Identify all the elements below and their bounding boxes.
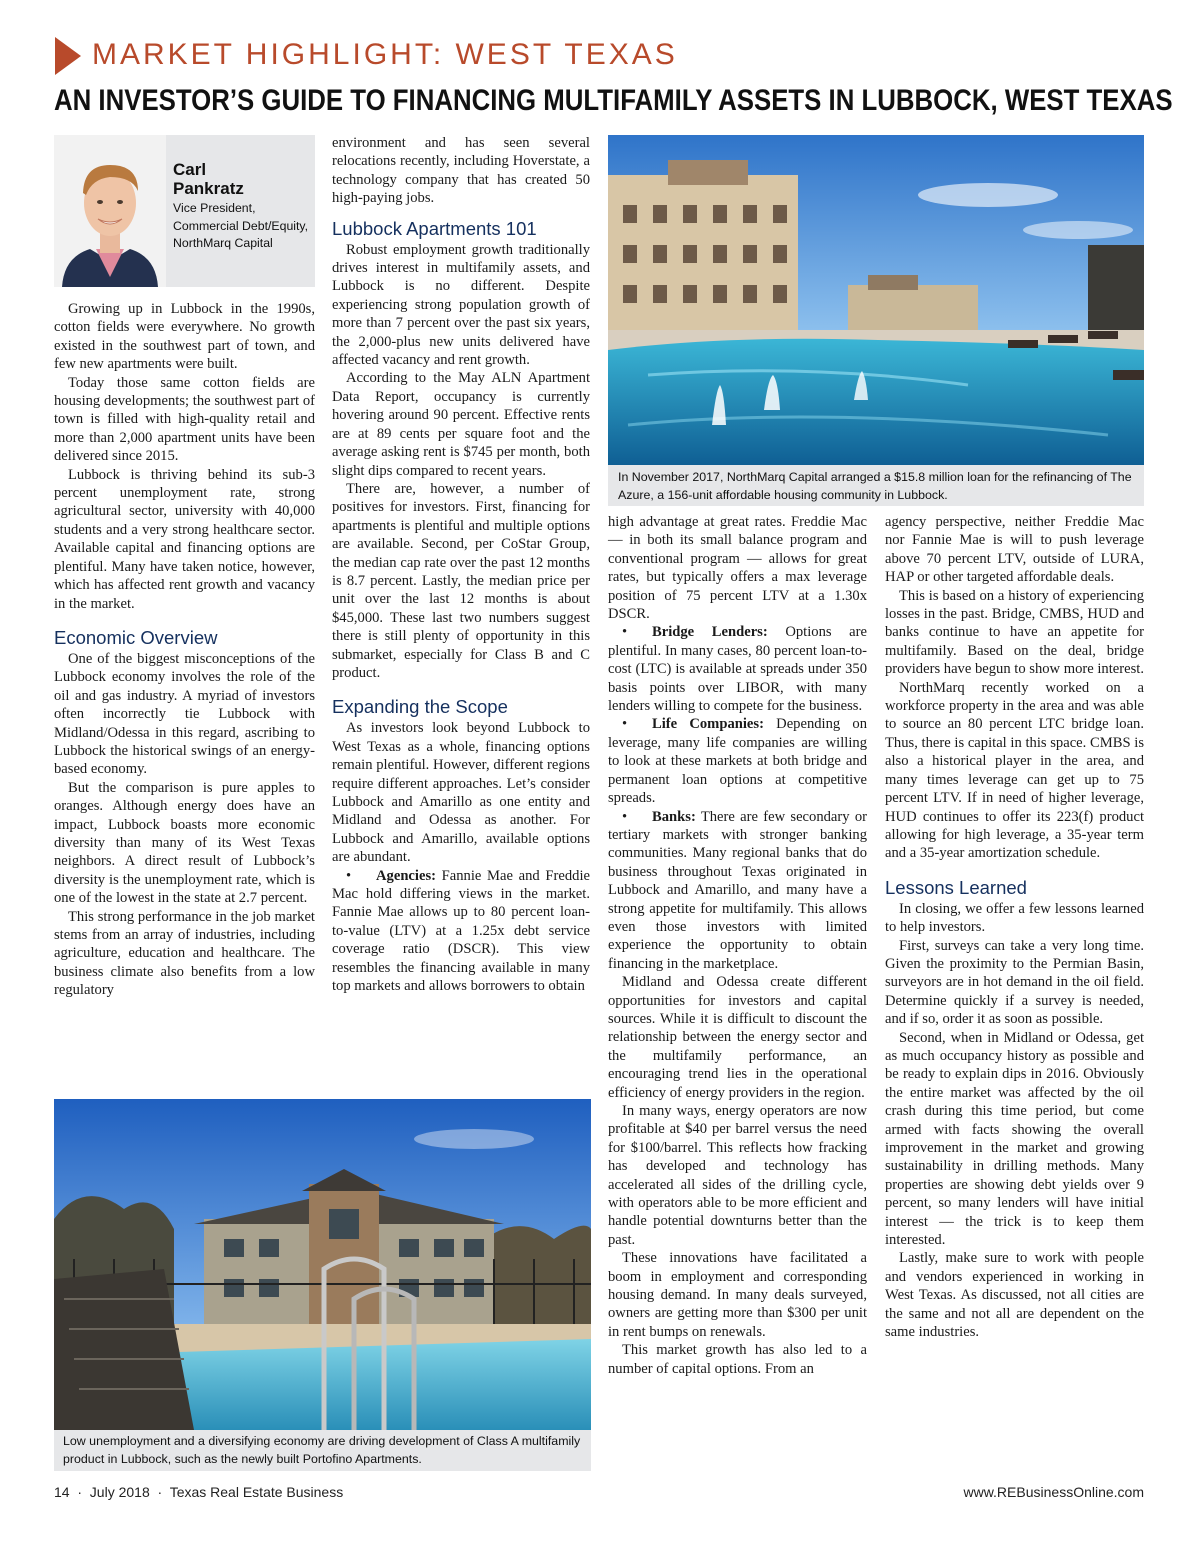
body-paragraph: There are, however, a number of positives for investors. First, financing for apartments is plentiful and multiple options are available. Second, per CoStar Group, the median cap rate over the past 12 months is 8.7 percent. Lastly, the median price per unit over the last 12 months is about $45,000. These last two numbers suggest there is still plenty of opportunity in this submarket, especially for Class B and C product.: [332, 480, 590, 681]
subhead-economic-overview: Economic Overview: [54, 626, 218, 648]
subhead-expanding-the-scope: Expanding the Scope: [332, 696, 508, 718]
bullet-text: Depending on leverage, many life companies are willing to look at these markets at both bridge and permanent loan options at competitive spreads.: [608, 716, 867, 807]
footer-website-link[interactable]: www.REBusinessOnline.com: [963, 1484, 1144, 1500]
column-4: [885, 513, 1144, 1341]
body-paragraph: Lubbock is thriving behind its sub-3 percent unemployment rate, strong agricultural sector, university with 40,000 students and a very strong healthcare sector. Available capital and financing options are plentiful. Many have taken notice, however, which has affected rent growth and vacancy in the market.: [54, 466, 315, 612]
body-paragraph: Robust employment growth traditionally drives interest in multifamily assets, and Lubbock is no different. Despite experiencing strong population growth of more than 7 percent over the past six years, the 2,000-plus new units delivered have affected vacancy and rent growth.: [332, 241, 590, 369]
kicker-arrow-icon: [55, 37, 81, 75]
column-1: [54, 300, 315, 1000]
section-kicker: MARKET HIGHLIGHT: WEST TEXAS: [92, 38, 678, 71]
bullet-label: Life Companies:: [652, 716, 764, 733]
body-paragraph: Growing up in Lubbock in the 1990s, cotton fields were everywhere. No growth existed in the southwest part of town, and few new apartments were built.: [54, 301, 315, 373]
apartments-photo: [54, 1099, 591, 1430]
author-name: [173, 160, 244, 198]
body-paragraph: In closing, we offer a few lessons learned to help investors.: [885, 900, 1144, 936]
bullet-icon: •: [622, 624, 628, 641]
body-paragraph: Today those same cotton fields are housing developments; the southwest part of town is filled with high-quality retail and more than 2,000 apartment units have been delivered since 2015.: [54, 374, 315, 465]
bullet-text: Options are plentiful. In many cases, 80 percent loan-to-cost (LTC) is available at spreads under 350 basis points over LIBOR, with many lenders willing to compete for the business.: [608, 624, 867, 715]
author-last-name: Pankratz: [173, 179, 244, 198]
footer-page-info: 14 · July 2018 · Texas Real Estate Business: [54, 1484, 344, 1500]
author-title-line: Commercial Debt/Equity,: [173, 218, 309, 233]
body-paragraph: In many ways, energy operators are now profitable at $40 per barrel versus the need for $100/barrel. This reflects how fracking has developed and technology has accelerated all sides of the drilling cycle, with operators able to be more efficient and handle potential downturns better than the past.: [608, 1103, 867, 1248]
column-3: [608, 513, 867, 1378]
bullet-icon: •: [622, 716, 628, 733]
author-headshot: [54, 135, 166, 287]
column-2: [332, 134, 590, 995]
body-paragraph: As investors look beyond Lubbock to West Texas as a whole, financing options remain plentiful. However, different regions require different approaches. Let’s consider Lubbock and Amarillo as one entity and Midland and Odessa as another. For Lubbock and Amarillo, available options are abundant.: [332, 720, 590, 866]
bullet-label: Banks:: [652, 808, 696, 825]
body-paragraph: These innovations have facilitated a boom in employment and corresponding housing demand. In many deals surveyed, owners are getting more than $300 per unit in rent bumps on renewals.: [608, 1250, 867, 1340]
body-paragraph: agency perspective, neither Freddie Mac nor Fannie Mae is will to push leverage above 70 percent LTV, outside of LURA, HAP or other targeted affordable deals.: [885, 514, 1144, 586]
author-title-line: Vice President,: [173, 201, 256, 215]
pool-photo: [608, 135, 1144, 465]
bullet-banks: [608, 808, 867, 974]
bullet-icon: •: [622, 808, 628, 825]
body-paragraph: NorthMarq recently worked on a workforce property in the area and was able to source an 80 percent LTC bridge loan. Thus, there is capital in this space. CMBS is also a historical player in the area, and many times leverage can get up to 75 percent LTV. If in need of higher leverage, HUD continues to offer its 223(f) product allowing for high leverage, a 35-year term and a 35-year amortization schedule.: [885, 679, 1144, 862]
body-paragraph: First, surveys can take a very long time. Given the proximity to the Permian Basin, surveyors are in hot demand in the oil field. Determine quickly if a survey is needed, and if so, order it as soon as possible.: [885, 937, 1144, 1028]
body-paragraph: Second, when in Midland or Odessa, get as much occupancy history as possible and be ready to explain dips in 2016. Obviously the entire market was affected by the oil crash during this time period, but come armed with facts showing the overall improvement in the market and growing sustainability in drilling methods. Many properties are showing debt yields over 9 percent, so many lenders will have initial interest — the trick is to keep them interested.: [885, 1029, 1144, 1249]
bullet-icon: •: [346, 867, 352, 884]
caption-text: In November 2017, NorthMarq Capital arranged a $15.8 million loan for the refinancing of The Azure, a 156-unit affordable housing community in Lubbock.: [618, 470, 1132, 502]
bullet-bridge-lenders: [608, 623, 867, 715]
body-paragraph: Lastly, make sure to work with people and vendors experienced in working in West Texas. As discussed, not all cities are the same and not all are dependent on the same industries.: [885, 1250, 1144, 1341]
bullet-agencies: [332, 867, 590, 996]
body-paragraph: Midland and Odessa create different opportunities for investors and capital sources. While it is difficult to discount the relationship between the energy sector and the multifamily performance, an encouraging trend lies in the operational efficiency of energy providers in the region.: [608, 974, 867, 1101]
bullet-life-companies: [608, 715, 867, 807]
subhead-lessons-learned: Lessons Learned: [885, 876, 1027, 898]
bullet-text: There are few secondary or tertiary markets with stronger banking communities. Many regional banks that do business throughout Texas originated in Lubbock and Amarillo, and many have a strong appetite for multifamily. This allows even those investors with limited experience the opportunity to obtain financing in the marketplace.: [608, 808, 867, 972]
author-title: [173, 200, 308, 253]
body-paragraph: This market growth has also led to a number of capital options. From an: [608, 1342, 867, 1377]
body-paragraph: high advantage at great rates. Freddie Mac — in both its small balance program and conventional program — allows for great rates, but typically offers a max leverage position of 75 percent LTV at a 1.30x DSCR.: [608, 514, 867, 623]
apartments-photo-caption: [54, 1430, 591, 1471]
author-title-line: NorthMarq Capital: [173, 236, 273, 250]
bullet-label: Bridge Lenders:: [652, 624, 768, 641]
body-paragraph: One of the biggest misconceptions of the Lubbock economy involves the role of the oil and gas industry. A myriad of investors often incorrectly tie Lubbock with Midland/Odessa in this regard, ascribing to Lubbock the historical swings of an energy-based economy.: [54, 650, 315, 778]
author-first-name: Carl: [173, 160, 207, 179]
body-paragraph: According to the May ALN Apartment Data Report, occupancy is currently hovering around 90 percent. Effective rents are at 89 cents per square foot and the average asking rent is $745 per month, both slight dips compared to recent years.: [332, 370, 590, 479]
subhead-lubbock-apartments-101: Lubbock Apartments 101: [332, 217, 537, 239]
article-headline: AN INVESTOR’S GUIDE TO FINANCING MULTIFAMILY ASSETS IN LUBBOCK, WEST TEXAS: [54, 84, 1173, 117]
body-paragraph: This strong performance in the job market stems from an array of industries, including agriculture, education and healthcare. The business climate also benefits from a low regulatory: [54, 908, 315, 999]
pool-photo-caption: [608, 465, 1144, 506]
body-paragraph: This is based on a history of experiencing losses in the past. Bridge, CMBS, HUD and banks continue to have an appetite for multifamily. Based on the deal, bridge providers have begun to show more interest.: [885, 587, 1144, 678]
body-paragraph: But the comparison is pure apples to oranges. Although energy does have an impact, Lubbock boasts more economic diversity than many of its West Texas neighbors. A direct result of Lubbock’s diversity is the unemployment rate, which is one of the lowest in the state at 2.7 percent.: [54, 779, 315, 907]
bullet-text: Fannie Mae and Freddie Mac hold differing views in the market. Fannie Mae allows up to 80 percent loan-to-value (LTV) at a 1.25x debt service coverage ratio (DSCR). This view resembles the financing available in many top markets and allows borrowers to obtain: [332, 867, 590, 995]
caption-text: Low unemployment and a diversifying economy are driving development of Class A multifamily product in Lubbock, such as the newly built Portofino Apartments.: [63, 1434, 581, 1466]
bullet-label: Agencies:: [376, 867, 436, 884]
body-paragraph: environment and has seen several relocations recently, including Hoverstate, a technology company that has created 50 high-paying jobs.: [332, 135, 590, 207]
